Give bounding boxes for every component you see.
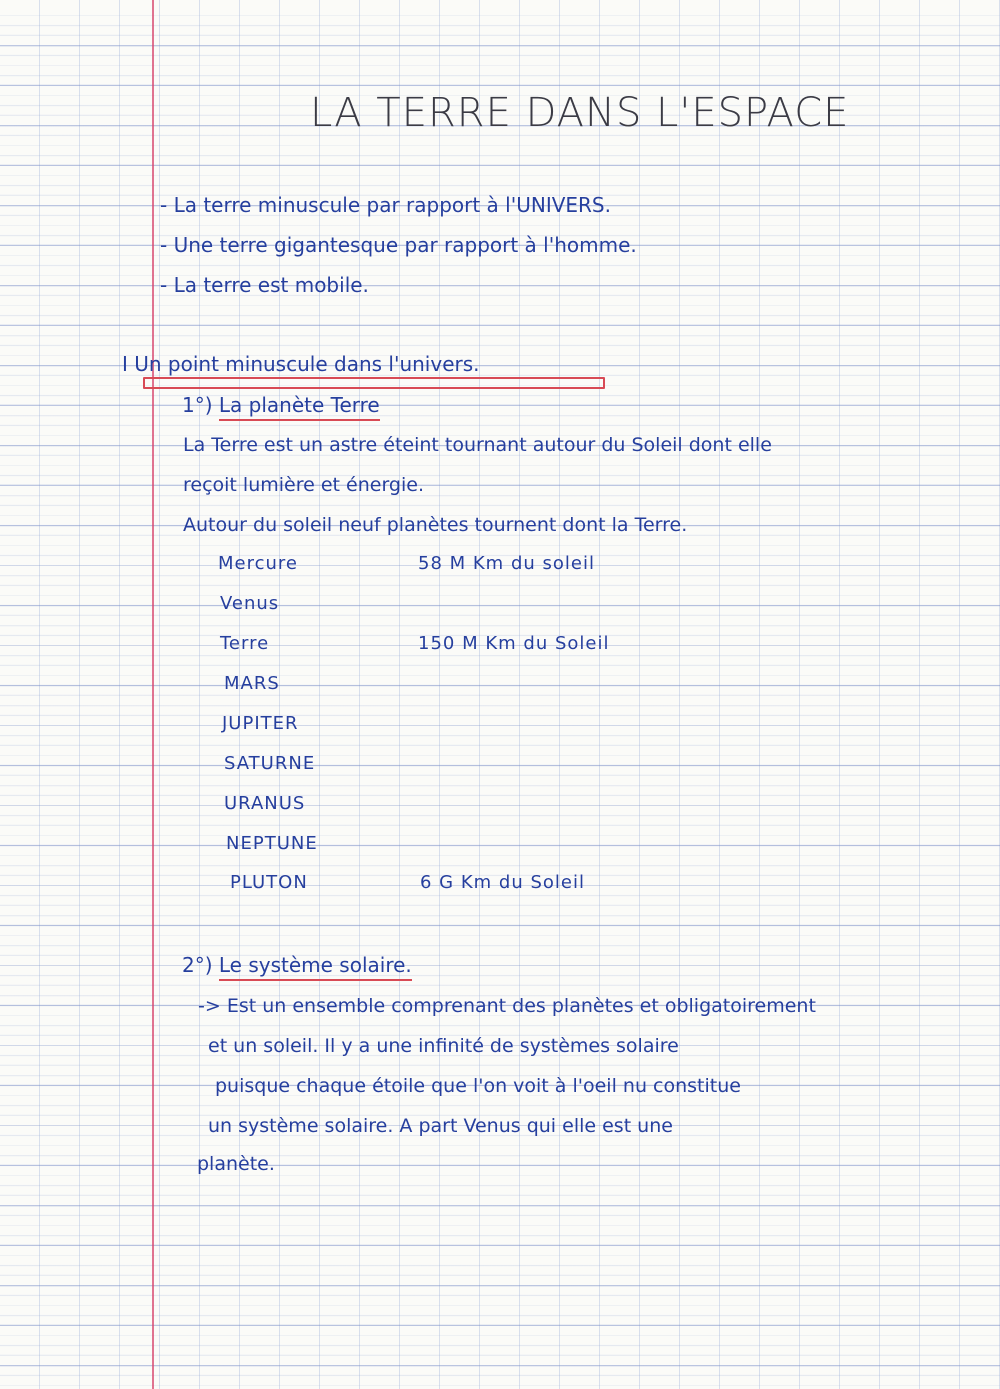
body-line: -> Est un ensemble comprenant des planètes et obligatoirement (198, 995, 816, 1017)
section-heading: I Un point minuscule dans l'univers. (122, 352, 480, 376)
subsection-label: Le système solaire. (219, 953, 412, 981)
body-line: planète. (197, 1153, 275, 1175)
intro-line: - La terre est mobile. (160, 273, 369, 297)
planet-name: PLUTON (230, 872, 308, 893)
section-heading-underline (143, 377, 605, 389)
subsection-heading (182, 393, 380, 417)
intro-line: - Une terre gigantesque par rapport à l'homme. (160, 233, 637, 257)
planet-name: Terre (220, 633, 270, 654)
planet-name: JUPITER (222, 713, 299, 734)
planet-distance: 6 G Km du Soleil (420, 872, 585, 893)
subsection-number: 1°) (182, 393, 213, 417)
subsection-number: 2°) (182, 953, 213, 977)
planet-distance: 58 M Km du soleil (418, 553, 595, 574)
body-line: La Terre est un astre éteint tournant autour du Soleil dont elle (183, 434, 772, 456)
planet-name: NEPTUNE (226, 833, 318, 854)
planet-name: SATURNE (224, 753, 316, 774)
planet-name: URANUS (224, 793, 306, 814)
body-line: un système solaire. A part Venus qui elle est une (208, 1115, 673, 1137)
planet-distance: 150 M Km du Soleil (418, 633, 610, 654)
body-line: et un soleil. Il y a une infinité de systèmes solaire (208, 1035, 679, 1057)
page-title: LA TERRE DANS L'ESPACE (310, 90, 850, 136)
body-line: Autour du soleil neuf planètes tournent dont la Terre. (183, 514, 688, 536)
planet-name: Mercure (218, 553, 298, 574)
intro-line: - La terre minuscule par rapport à l'UNIVERS. (160, 193, 611, 217)
margin-line (152, 0, 154, 1389)
subsection-label: La planète Terre (219, 393, 380, 421)
body-line: puisque chaque étoile que l'on voit à l'oeil nu constitue (215, 1075, 741, 1097)
planet-name: Venus (220, 593, 280, 614)
planet-name: MARS (224, 673, 280, 694)
subsection-heading (182, 953, 412, 977)
body-line: reçoit lumière et énergie. (183, 474, 424, 496)
